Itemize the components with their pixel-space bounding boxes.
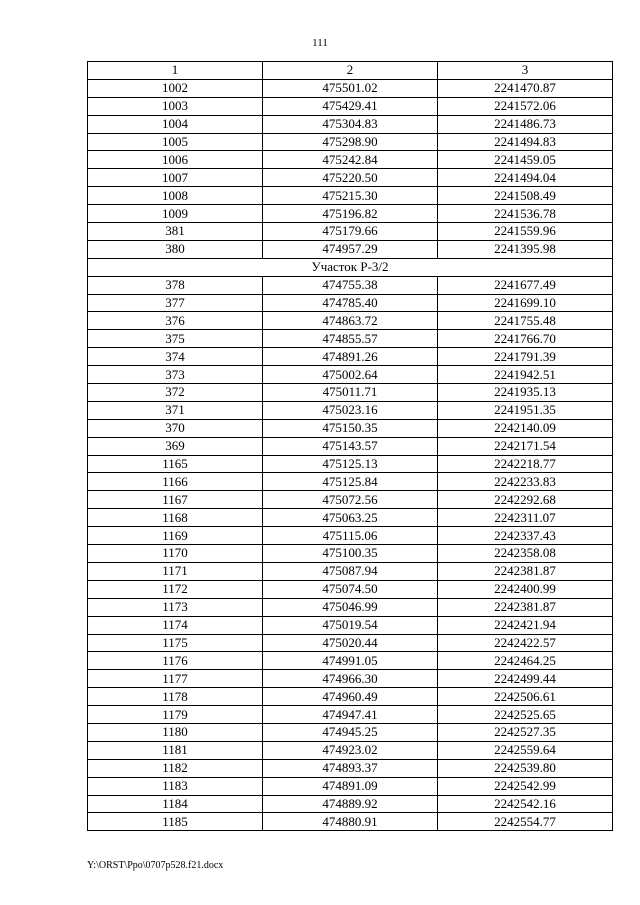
table-row <box>88 312 613 330</box>
table-header-row <box>88 62 613 80</box>
table-row <box>88 634 613 652</box>
x-coordinate-cell: 474923.02 <box>263 741 438 759</box>
x-coordinate-cell: 475011.71 <box>263 384 438 402</box>
x-coordinate-cell: 475125.13 <box>263 455 438 473</box>
y-coordinate-cell: 2241791.39 <box>438 348 613 366</box>
table-row <box>88 545 613 563</box>
y-coordinate-cell: 2242527.35 <box>438 723 613 741</box>
x-coordinate-cell: 475002.64 <box>263 366 438 384</box>
y-coordinate-cell: 2242218.77 <box>438 455 613 473</box>
point-number-cell: 376 <box>88 312 263 330</box>
x-coordinate-cell: 475125.84 <box>263 473 438 491</box>
point-number-cell: 375 <box>88 330 263 348</box>
x-coordinate-cell: 475298.90 <box>263 133 438 151</box>
point-number-cell: 1006 <box>88 151 263 169</box>
page-number: 111 <box>312 37 328 49</box>
x-coordinate-cell: 475143.57 <box>263 437 438 455</box>
y-coordinate-cell: 2242499.44 <box>438 670 613 688</box>
x-coordinate-cell: 474945.25 <box>263 723 438 741</box>
point-number-cell: 378 <box>88 276 263 294</box>
y-coordinate-cell: 2241395.98 <box>438 240 613 258</box>
point-number-cell: 1005 <box>88 133 263 151</box>
x-coordinate-cell: 474855.57 <box>263 330 438 348</box>
x-coordinate-cell: 474893.37 <box>263 759 438 777</box>
y-coordinate-cell: 2242337.43 <box>438 527 613 545</box>
y-coordinate-cell: 2241766.70 <box>438 330 613 348</box>
table-row <box>88 670 613 688</box>
x-coordinate-cell: 475501.02 <box>263 79 438 97</box>
x-coordinate-cell: 475115.06 <box>263 527 438 545</box>
y-coordinate-cell: 2242421.94 <box>438 616 613 634</box>
y-coordinate-cell: 2242140.09 <box>438 419 613 437</box>
x-coordinate-cell: 475242.84 <box>263 151 438 169</box>
y-coordinate-cell: 2242539.80 <box>438 759 613 777</box>
table-row <box>88 562 613 580</box>
x-coordinate-cell: 475072.56 <box>263 491 438 509</box>
table-row <box>88 205 613 223</box>
table-row <box>88 437 613 455</box>
table-row <box>88 741 613 759</box>
x-coordinate-cell: 475020.44 <box>263 634 438 652</box>
table-row <box>88 115 613 133</box>
y-coordinate-cell: 2242381.87 <box>438 562 613 580</box>
table-row <box>88 813 613 831</box>
y-coordinate-cell: 2242171.54 <box>438 437 613 455</box>
table-row <box>88 223 613 241</box>
y-coordinate-cell: 2241942.51 <box>438 366 613 384</box>
y-coordinate-cell: 2241559.96 <box>438 223 613 241</box>
point-number-cell: 1003 <box>88 97 263 115</box>
table-body <box>88 79 613 830</box>
column-header-2: 2 <box>263 62 438 80</box>
point-number-cell: 1004 <box>88 115 263 133</box>
point-number-cell: 1168 <box>88 509 263 527</box>
x-coordinate-cell: 474891.26 <box>263 348 438 366</box>
y-coordinate-cell: 2242506.61 <box>438 688 613 706</box>
table-row <box>88 187 613 205</box>
y-coordinate-cell: 2242464.25 <box>438 652 613 670</box>
x-coordinate-cell: 475179.66 <box>263 223 438 241</box>
table-row <box>88 276 613 294</box>
table-row <box>88 777 613 795</box>
x-coordinate-cell: 474891.09 <box>263 777 438 795</box>
table-row <box>88 151 613 169</box>
x-coordinate-cell: 474755.38 <box>263 276 438 294</box>
point-number-cell: 1172 <box>88 580 263 598</box>
x-coordinate-cell: 475100.35 <box>263 545 438 563</box>
point-number-cell: 1009 <box>88 205 263 223</box>
point-number-cell: 1178 <box>88 688 263 706</box>
x-coordinate-cell: 475196.82 <box>263 205 438 223</box>
table-row <box>88 491 613 509</box>
table-row <box>88 759 613 777</box>
point-number-cell: 1177 <box>88 670 263 688</box>
x-coordinate-cell: 475087.94 <box>263 562 438 580</box>
y-coordinate-cell: 2242358.08 <box>438 545 613 563</box>
x-coordinate-cell: 474947.41 <box>263 706 438 724</box>
y-coordinate-cell: 2242525.65 <box>438 706 613 724</box>
point-number-cell: 370 <box>88 419 263 437</box>
point-number-cell: 1182 <box>88 759 263 777</box>
table-row <box>88 652 613 670</box>
point-number-cell: 1174 <box>88 616 263 634</box>
point-number-cell: 1170 <box>88 545 263 563</box>
table-row <box>88 419 613 437</box>
table-row <box>88 97 613 115</box>
point-number-cell: 1167 <box>88 491 263 509</box>
y-coordinate-cell: 2242554.77 <box>438 813 613 831</box>
y-coordinate-cell: 2241755.48 <box>438 312 613 330</box>
point-number-cell: 1007 <box>88 169 263 187</box>
y-coordinate-cell: 2241699.10 <box>438 294 613 312</box>
point-number-cell: 377 <box>88 294 263 312</box>
table-row <box>88 133 613 151</box>
x-coordinate-cell: 474785.40 <box>263 294 438 312</box>
point-number-cell: 1173 <box>88 598 263 616</box>
x-coordinate-cell: 474889.92 <box>263 795 438 813</box>
table-row <box>88 473 613 491</box>
table-row <box>88 616 613 634</box>
table-row <box>88 455 613 473</box>
table-row <box>88 169 613 187</box>
x-coordinate-cell: 475150.35 <box>263 419 438 437</box>
point-number-cell: 1179 <box>88 706 263 724</box>
table-row <box>88 795 613 813</box>
table-row <box>88 580 613 598</box>
point-number-cell: 374 <box>88 348 263 366</box>
x-coordinate-cell: 474957.29 <box>263 240 438 258</box>
y-coordinate-cell: 2242542.99 <box>438 777 613 795</box>
point-number-cell: 1171 <box>88 562 263 580</box>
point-number-cell: 1176 <box>88 652 263 670</box>
table-row <box>88 366 613 384</box>
y-coordinate-cell: 2241572.06 <box>438 97 613 115</box>
y-coordinate-cell: 2241486.73 <box>438 115 613 133</box>
x-coordinate-cell: 475215.30 <box>263 187 438 205</box>
x-coordinate-cell: 474863.72 <box>263 312 438 330</box>
y-coordinate-cell: 2241951.35 <box>438 401 613 419</box>
y-coordinate-cell: 2242381.87 <box>438 598 613 616</box>
footer-file-path: Y:\ORST\Ppo\0707p528.f21.docx <box>87 860 224 871</box>
y-coordinate-cell: 2242400.99 <box>438 580 613 598</box>
point-number-cell: 372 <box>88 384 263 402</box>
x-coordinate-cell: 474960.49 <box>263 688 438 706</box>
point-number-cell: 369 <box>88 437 263 455</box>
point-number-cell: 1166 <box>88 473 263 491</box>
x-coordinate-cell: 475023.16 <box>263 401 438 419</box>
x-coordinate-cell: 475074.50 <box>263 580 438 598</box>
y-coordinate-cell: 2241536.78 <box>438 205 613 223</box>
point-number-cell: 1002 <box>88 79 263 97</box>
y-coordinate-cell: 2241508.49 <box>438 187 613 205</box>
table-row <box>88 79 613 97</box>
table-row <box>88 330 613 348</box>
x-coordinate-cell: 475220.50 <box>263 169 438 187</box>
x-coordinate-cell: 475429.41 <box>263 97 438 115</box>
point-number-cell: 1008 <box>88 187 263 205</box>
y-coordinate-cell: 2242292.68 <box>438 491 613 509</box>
table-row <box>88 401 613 419</box>
y-coordinate-cell: 2241677.49 <box>438 276 613 294</box>
y-coordinate-cell: 2242422.57 <box>438 634 613 652</box>
x-coordinate-cell: 475019.54 <box>263 616 438 634</box>
table-row <box>88 723 613 741</box>
point-number-cell: 380 <box>88 240 263 258</box>
x-coordinate-cell: 474880.91 <box>263 813 438 831</box>
y-coordinate-cell: 2242559.64 <box>438 741 613 759</box>
table-row <box>88 688 613 706</box>
section-row <box>88 258 613 276</box>
table-row <box>88 598 613 616</box>
x-coordinate-cell: 474966.30 <box>263 670 438 688</box>
column-header-3: 3 <box>438 62 613 80</box>
x-coordinate-cell: 474991.05 <box>263 652 438 670</box>
point-number-cell: 1183 <box>88 777 263 795</box>
y-coordinate-cell: 2242311.07 <box>438 509 613 527</box>
point-number-cell: 381 <box>88 223 263 241</box>
point-number-cell: 371 <box>88 401 263 419</box>
point-number-cell: 373 <box>88 366 263 384</box>
point-number-cell: 1165 <box>88 455 263 473</box>
table-row <box>88 240 613 258</box>
y-coordinate-cell: 2241470.87 <box>438 79 613 97</box>
point-number-cell: 1181 <box>88 741 263 759</box>
point-number-cell: 1185 <box>88 813 263 831</box>
y-coordinate-cell: 2241459.05 <box>438 151 613 169</box>
section-title: Участок Р-3/2 <box>88 258 613 276</box>
point-number-cell: 1169 <box>88 527 263 545</box>
y-coordinate-cell: 2241494.04 <box>438 169 613 187</box>
table-row <box>88 527 613 545</box>
table-row <box>88 509 613 527</box>
table-row <box>88 706 613 724</box>
table-row <box>88 384 613 402</box>
point-number-cell: 1184 <box>88 795 263 813</box>
x-coordinate-cell: 475063.25 <box>263 509 438 527</box>
y-coordinate-cell: 2241494.83 <box>438 133 613 151</box>
table-row <box>88 348 613 366</box>
point-number-cell: 1180 <box>88 723 263 741</box>
y-coordinate-cell: 2242542.16 <box>438 795 613 813</box>
y-coordinate-cell: 2242233.83 <box>438 473 613 491</box>
column-header-1: 1 <box>88 62 263 80</box>
x-coordinate-cell: 475046.99 <box>263 598 438 616</box>
x-coordinate-cell: 475304.83 <box>263 115 438 133</box>
point-number-cell: 1175 <box>88 634 263 652</box>
y-coordinate-cell: 2241935.13 <box>438 384 613 402</box>
coordinates-table <box>87 61 613 831</box>
table-row <box>88 294 613 312</box>
